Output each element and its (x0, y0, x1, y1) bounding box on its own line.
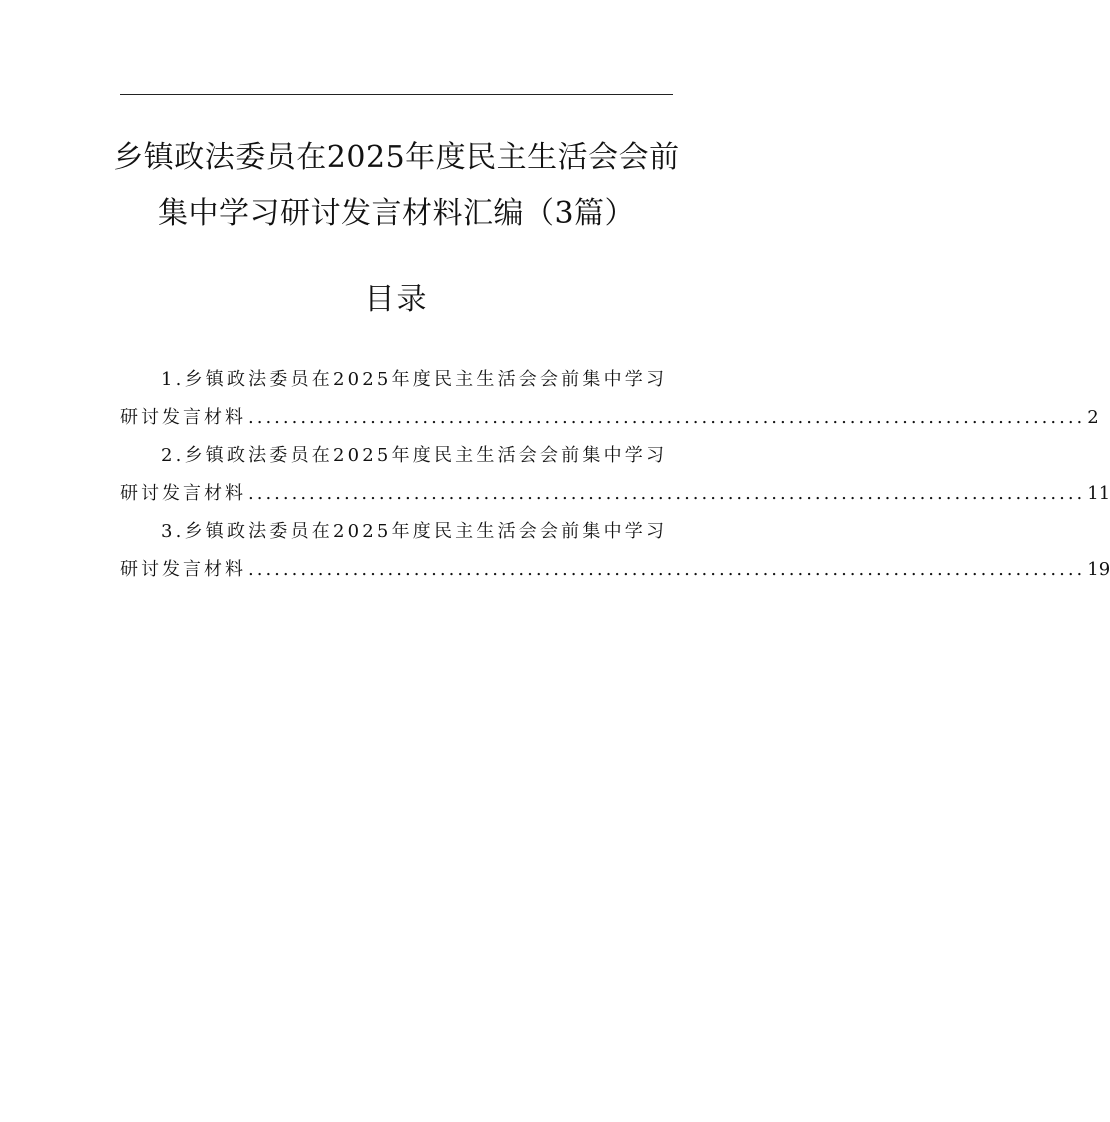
toc-entry-title[interactable]: 2.乡镇政法委员在2025年度民主生活会会前集中学习 (161, 445, 668, 466)
document-title (96, 130, 697, 242)
toc-entry-title-continued: 研讨发言材料 (120, 483, 246, 504)
toc-page-number: 2 (1087, 407, 1099, 428)
toc-entry-title[interactable]: 3.乡镇政法委员在2025年度民主生活会会前集中学习 (161, 521, 668, 542)
toc-page-number: 19 (1087, 559, 1110, 580)
toc-entry-continuation[interactable] (120, 399, 1099, 437)
toc-dot-leader: ................................................................................................ (248, 559, 1086, 580)
header-rule (120, 94, 673, 95)
toc-entry-title-continued: 研讨发言材料 (120, 407, 246, 428)
toc-page-number: 11 (1087, 483, 1110, 504)
toc-entry-2[interactable] (120, 437, 1110, 513)
toc-entry-1[interactable] (120, 361, 1099, 437)
toc-heading: 目录 (364, 282, 429, 317)
toc-entry-title[interactable]: 1.乡镇政法委员在2025年度民主生活会会前集中学习 (161, 369, 668, 390)
toc-entry-3[interactable] (120, 513, 1110, 589)
toc-entry-continuation[interactable] (120, 475, 1110, 513)
document-title-line-1: 乡镇政法委员在2025年度民主生活会会前 (113, 140, 680, 175)
document-title-line-2: 集中学习研讨发言材料汇编（3篇） (157, 196, 636, 231)
toc-entry-title-continued: 研讨发言材料 (120, 559, 246, 580)
toc-entry-continuation[interactable] (120, 551, 1110, 589)
toc-dot-leader: ................................................................................................ (248, 407, 1086, 428)
table-of-contents (120, 361, 1110, 589)
toc-dot-leader: ................................................................................................ (248, 483, 1086, 504)
